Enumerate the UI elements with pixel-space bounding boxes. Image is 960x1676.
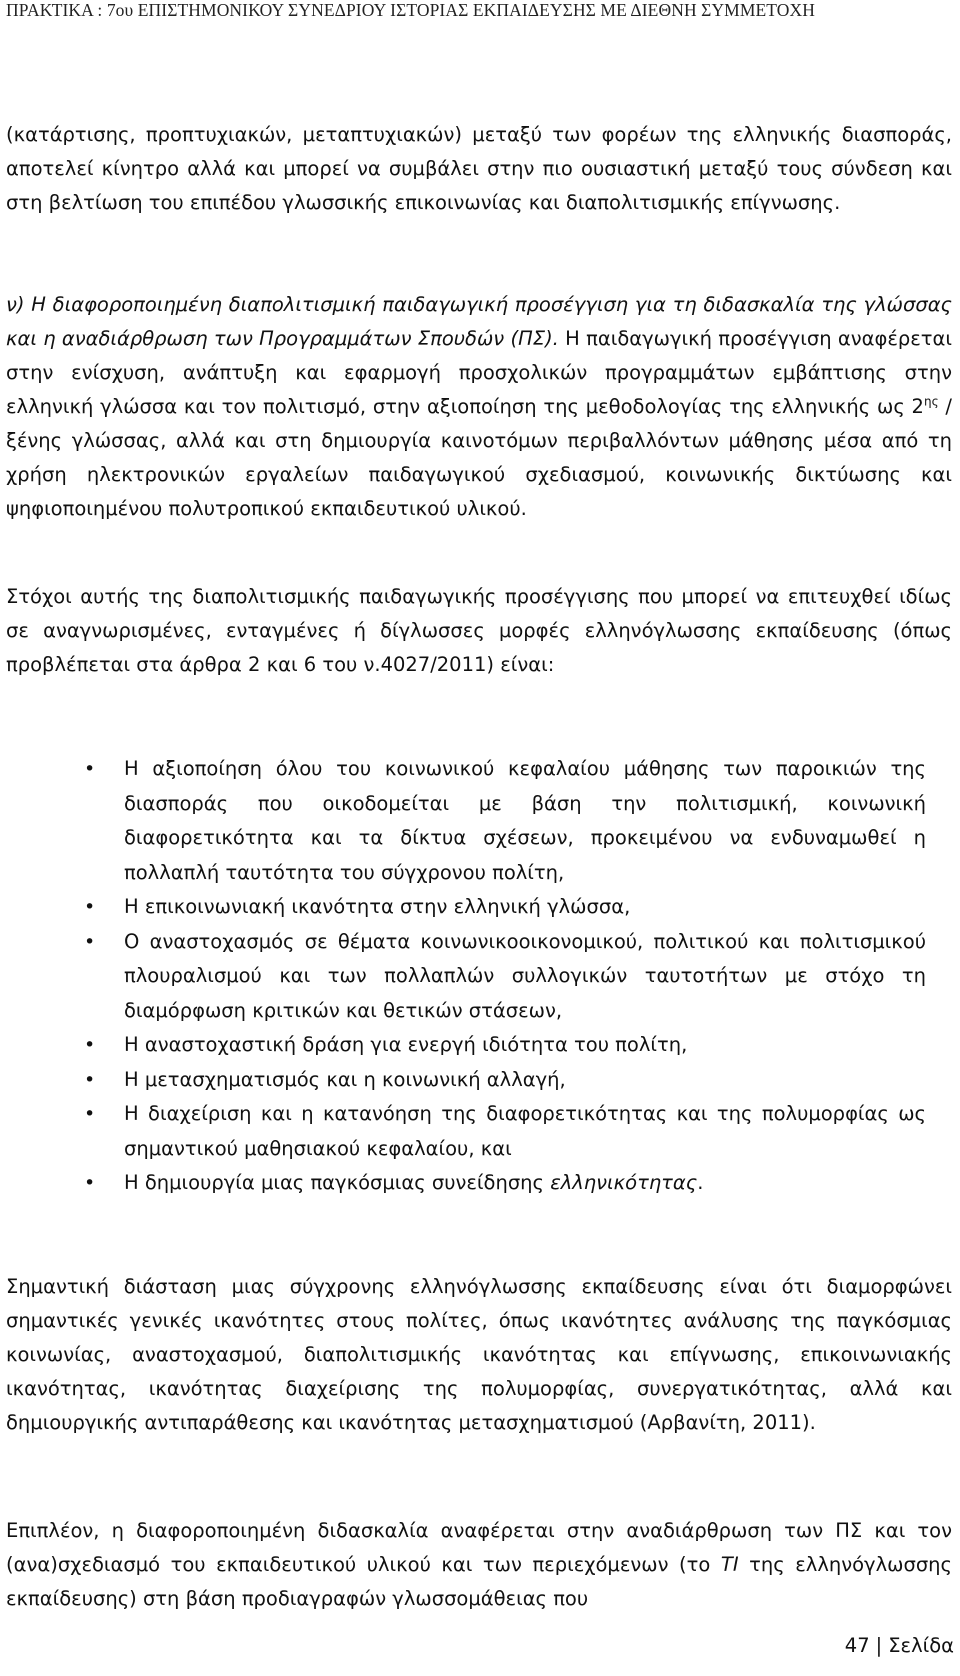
list-item-emphasis: ελληνικότητας [550, 1171, 698, 1194]
list-item-text: Η δημιουργία μιας παγκόσμιας συνείδησης [124, 1171, 551, 1194]
page-footer [845, 1634, 954, 1657]
paragraph-continuation: (κατάρτισης, προπτυχιακών, μεταπτυχιακών) μεταξύ των φορέων της ελληνικής διασποράς, αποτελεί κίνητρο αλλά και μπορεί να συμβάλει στην πιο ουσιαστική μεταξύ τους σύνδεση και στη βελτίωση του επιπέδου γλωσσικής επικοινωνίας και διαπολιτισμικής επίγνωσης. [6, 123, 952, 214]
page-label: Σελίδα [888, 1634, 954, 1657]
ordinal-superscript: ης [923, 394, 939, 409]
paragraph-text: / ξένης γλώσσας, αλλά και στη δημιουργία καινοτόμων περιβαλλόντων μάθησης μέσα από τη χρήση ηλεκτρονικών εργαλείων παιδαγωγικού σχεδιασμού, κοινωνικής δικτύωσης και ψηφιοποιημένου πολυτροπικού εκπαιδευτικού υλικού. [6, 395, 952, 520]
bullet-icon: • [84, 758, 96, 780]
paragraph-emphasis: ΤΙ [720, 1553, 739, 1576]
running-header: ΠΡΑΚΤΙΚΑ : 7ου ΕΠΙΣΤΗΜΟΝΙΚΟΥ ΣΥΝΕΔΡΙΟΥ ΙΣΤΟΡΙΑΣ ΕΚΠΑΙΔΕΥΣΗΣ ΜΕ ΔΙΕΘΝΗ ΣΥΜΜΕΤΟΧΗ [6, 0, 815, 20]
bullet-icon: • [84, 1172, 96, 1194]
list-item [6, 925, 952, 1029]
paragraph-goals-intro: Στόχοι αυτής της διαπολιτισμικής παιδαγωγικής προσέγγισης που μπορεί να επιτευχθεί ιδίως σε αναγνωρισμένες, ενταγμένες ή δίγλωσσες μορφές ελληνόγλωσσης εκπαίδευσης (όπως προβλέπεται στα άρθρα 2 και 6 του ν.4027/2011) είναι: [6, 585, 952, 676]
page-number: 47 [844, 1634, 870, 1657]
paragraph-text: Η παιδαγωγική προσέγγιση αναφέρεται στην ενίσχυση, ανάπτυξη και εφαρμογή προσχολικών προγραμμάτων εμβάπτισης στην ελληνική γλώσσα και τον πολιτισμό, στην αξιοποίηση της μεθοδολογίας της ελληνικής ως 2 [6, 327, 952, 418]
bullet-icon: • [84, 1103, 96, 1125]
list-item-text: Η διαχείριση και η κατανόηση της διαφορετικότητας και της πολυμορφίας ως σημαντικού μαθησιακού κεφαλαίου, και [124, 1102, 926, 1160]
list-item [6, 1063, 952, 1098]
goals-bullet-list [6, 752, 952, 1201]
paragraph-text: της ελληνόγλωσσης εκπαίδευσης) στη βάση προδιαγραφών γλωσσομάθειας που [6, 1553, 952, 1610]
bullet-icon: • [84, 1068, 96, 1091]
list-item-text: Ο αναστοχασμός σε θέματα κοινωνικοοικονομικού, πολιτικού και πολιτισμικού πλουραλισμού και των πολλαπλών συλλογικών ταυτοτήτων με στόχο τη διαμόρφωση κριτικών και θετικών στάσεων, [124, 929, 926, 1022]
paragraph-additionally [6, 1514, 952, 1616]
list-item [6, 1166, 952, 1201]
list-item [6, 752, 952, 890]
list-item-text: Η επικοινωνιακή ικανότητα στην ελληνική γλώσσα, [124, 895, 631, 918]
bullet-icon: • [84, 930, 96, 953]
footer-separator: | [875, 1634, 883, 1657]
paragraph-text: Επιπλέον, η διαφοροποιημένη διδασκαλία αναφέρεται στην αναδιάρθρωση των ΠΣ και τον (ανα)σχεδιασμό του εκπαιδευτικού υλικού και των περιεχόμενων (το [6, 1519, 952, 1576]
list-item-text: . [697, 1171, 704, 1194]
bullet-icon: • [84, 896, 96, 918]
list-item-text: Η αναστοχαστική δράση για ενεργή ιδιότητα του πολίτη, [124, 1033, 688, 1056]
paragraph-section-v [6, 288, 952, 526]
list-item-text: Η μετασχηματισμός και η κοινωνική αλλαγή, [124, 1067, 566, 1091]
paragraph-dimension: Σημαντική διάσταση μιας σύγχρονης ελληνόγλωσσης εκπαίδευσης είναι ότι διαμορφώνει σημαντικές γενικές ικανότητες στους πολίτες, όπως ικανότητες ανάλυσης της παγκόσμιας κοινωνίας, αναστοχασμού, διαπολιτισμικής ικανότητας και επίγνωσης, επικοινωνιακής ικανότητας, ικανότητας διαχείρισης της πολυμορφίας, συνεργατικότητας, αλλά και δημιουργικής αντιπαράθεσης και ικανότητας μετασχηματισμού (Αρβανίτη, 2011). [6, 1275, 952, 1434]
list-item [6, 1097, 952, 1166]
list-item [6, 1028, 952, 1063]
section-heading-v: ν) Η διαφοροποιημένη διαπολιτισμική παιδαγωγική προσέγγιση για τη διδασκαλία της γλώσσας και η αναδιάρθρωση των Προγραμμάτων Σπουδών (ΠΣ). [6, 293, 952, 350]
list-item [6, 890, 952, 925]
list-item-text: Η αξιοποίηση όλου του κοινωνικού κεφαλαίου μάθησης των παροικιών της διασποράς που οικοδομείται με βάση την πολιτισμική, κοινωνική διαφορετικότητα και τα δίκτυα σχέσεων, προκειμένου να ενδυναμωθεί η πολλαπλή ταυτότητα του σύγχρονου πολίτη, [124, 757, 926, 884]
bullet-icon: • [84, 1034, 96, 1056]
